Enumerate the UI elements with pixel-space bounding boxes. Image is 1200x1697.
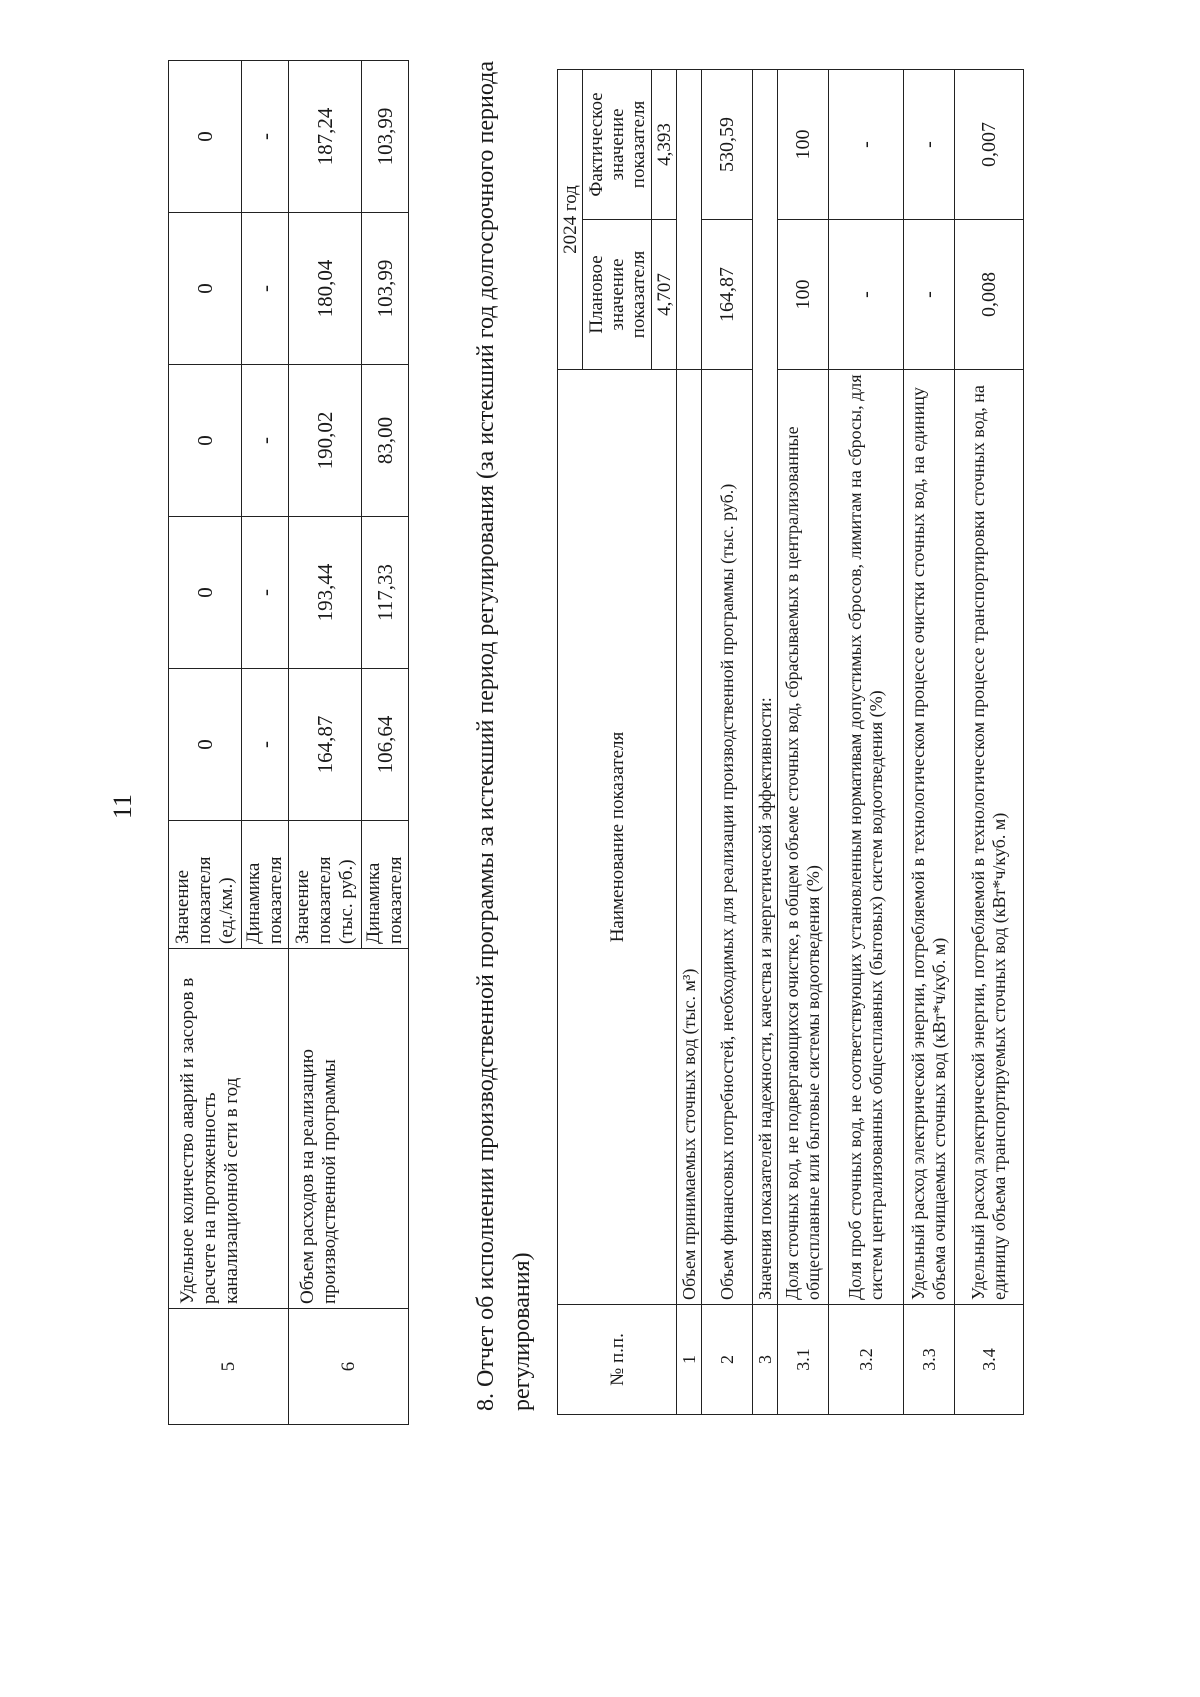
value-cell: 83,00 (362, 365, 409, 517)
value-cell: 100 (778, 69, 829, 219)
row-number: 2 (702, 1305, 753, 1415)
value-cell: - (829, 220, 904, 370)
value-cell: 100 (778, 220, 829, 370)
value-cell: - (242, 517, 289, 669)
value-cell: 0 (169, 365, 242, 517)
table-row (778, 69, 829, 1414)
value-cell: 187,24 (289, 61, 362, 213)
indicator-table (168, 60, 409, 1425)
table-row (955, 69, 1024, 1414)
table-row (753, 69, 778, 1414)
table-row (829, 69, 904, 1414)
value-cell: - (242, 669, 289, 821)
sub-label: Динамика показателя (362, 821, 409, 949)
row-number: 3.3 (904, 1305, 955, 1415)
value-cell: 0,008 (955, 220, 1024, 370)
report-table (557, 69, 1024, 1415)
value-cell: 4,393 (652, 69, 677, 219)
table-row (289, 61, 362, 1425)
indicator-name: Объем принимаемых сточных вод (тыс. м³) (677, 370, 702, 1305)
value-cell: 164,87 (289, 669, 362, 821)
value-cell: - (904, 69, 955, 219)
indicator-name: Доля проб сточных вод, не соответствующих установленным нормативам допустимых сбросов, лимитам на сбросы, для систем централизованных общесплавных (бытовых) систем водоотведения (%) (829, 370, 904, 1305)
value-cell: - (904, 220, 955, 370)
table-row (904, 69, 955, 1414)
row-number: 3.4 (955, 1305, 1024, 1415)
value-cell: 0 (169, 517, 242, 669)
value-cell: 190,02 (289, 365, 362, 517)
section-heading: 8. Отчет об исполнении производственной программы за истекший период регулирования (за истекший год долгосрочного периода регулирования) (473, 61, 535, 1411)
value-cell: 0 (169, 61, 242, 213)
header-name: Наименование показателя (558, 370, 677, 1305)
header-row (558, 69, 583, 1414)
table-row (677, 69, 702, 1414)
value-cell: - (242, 213, 289, 365)
value-cell: 103,99 (362, 61, 409, 213)
value-cell: 103,99 (362, 213, 409, 365)
row-number: 5 (169, 1309, 289, 1425)
row-number: 1 (677, 1305, 702, 1415)
indicator-name: Доля сточных вод, не подвергающихся очистке, в общем объеме сточных вод, сбрасываемых в централизованные общесплавные или бытовые системы водоотведения (%) (778, 370, 829, 1305)
row-number: 3.2 (829, 1305, 904, 1415)
header-fact: Фактическое значение показателя (583, 69, 652, 219)
value-cell: - (242, 365, 289, 517)
header-year: 2024 год (558, 69, 583, 369)
header-num: № п.п. (558, 1305, 677, 1415)
value-cell: - (242, 61, 289, 213)
value-cell: 117,33 (362, 517, 409, 669)
indicator-name: Объем расходов на реализацию производственной программы (289, 949, 409, 1309)
value-cell: 530,59 (702, 69, 753, 219)
indicator-name: Объем финансовых потребностей, необходимых для реализации производственной программы (тыс. руб.) (702, 370, 753, 1305)
sub-label: Динамика показателя (242, 821, 289, 949)
page-number: 11 (108, 793, 137, 819)
row-number: 6 (289, 1309, 409, 1425)
header-plan: Плановое значение показателя (583, 220, 652, 370)
value-cell: 193,44 (289, 517, 362, 669)
table-row (169, 61, 242, 1425)
value-cell: 106,64 (362, 669, 409, 821)
sub-label: Значение показателя (ед./км.) (169, 821, 242, 949)
sub-label: Значение показателя (тыс. руб.) (289, 821, 362, 949)
blank-cell (677, 69, 702, 369)
indicator-name: Удельное количество аварий и засоров в расчете на протяженность канализационной сети в год (169, 949, 289, 1309)
section-row-label: Значения показателей надежности, качества и энергетической эффективности: (753, 69, 778, 1304)
indicator-name: Удельный расход электрической энергии, потребляемой в технологическом процессе очистки сточных вод, на единицу объема очищаемых сточных вод (кВт*ч/куб. м) (904, 370, 955, 1305)
value-cell: - (829, 69, 904, 219)
value-cell: 0 (169, 669, 242, 821)
value-cell: 180,04 (289, 213, 362, 365)
value-cell: 0,007 (955, 69, 1024, 219)
value-cell: 4,707 (652, 220, 677, 370)
indicator-name: Удельный расход электрической энергии, потребляемой в технологическом процессе транспортировки сточных вод, на единицу объема транспортируемых сточных вод (кВт*ч/куб. м) (955, 370, 1024, 1305)
table-row (702, 69, 753, 1414)
value-cell: 0 (169, 213, 242, 365)
row-number: 3 (753, 1305, 778, 1415)
value-cell: 164,87 (702, 220, 753, 370)
row-number: 3.1 (778, 1305, 829, 1415)
